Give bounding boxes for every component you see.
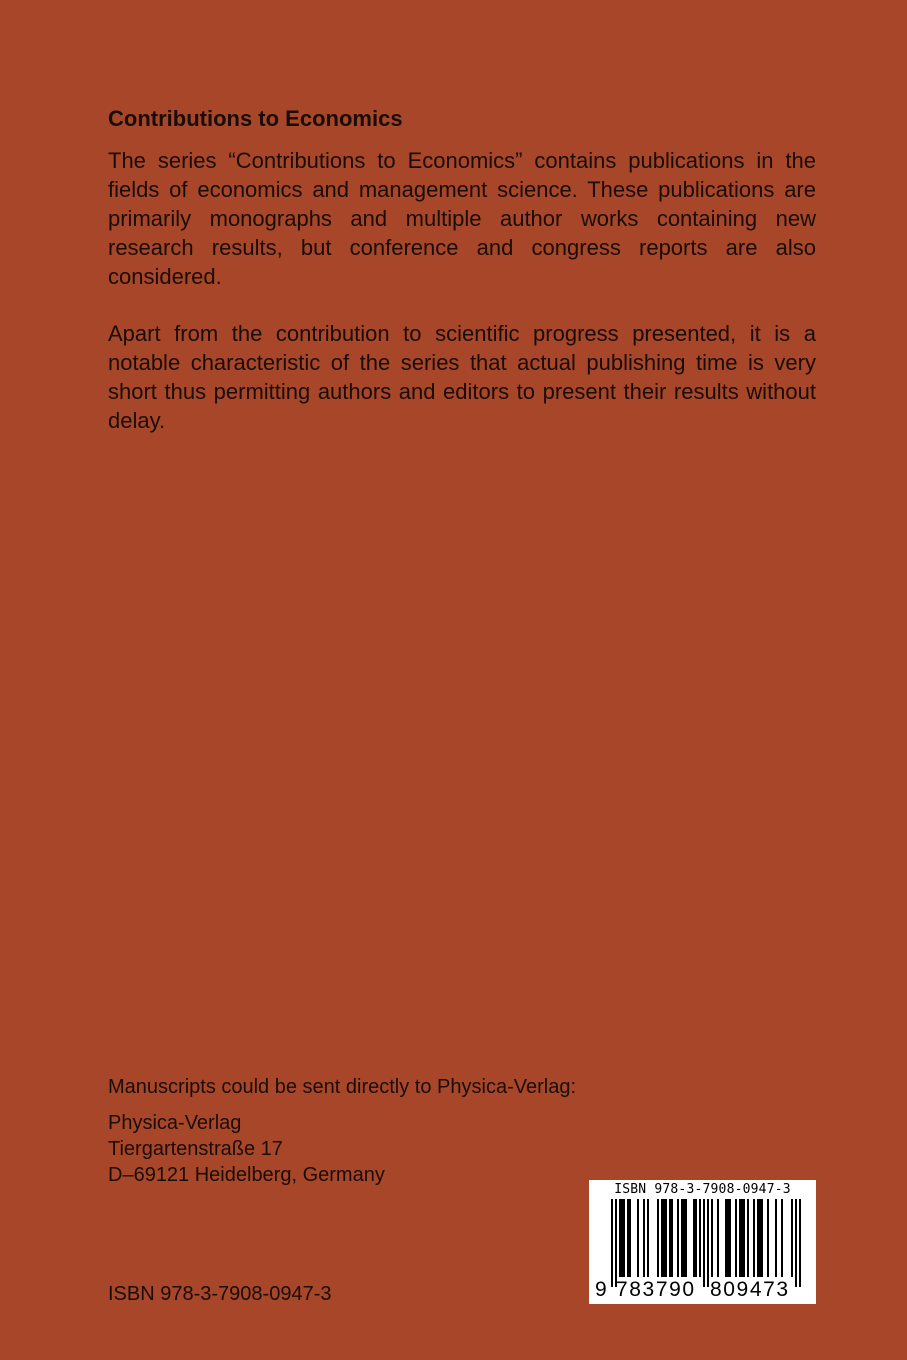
- barcode-bar: [623, 1199, 625, 1277]
- barcode-bar: [677, 1199, 679, 1277]
- barcode-bar: [767, 1199, 769, 1277]
- barcode-bar: [619, 1199, 621, 1277]
- barcode-guard-bar: [799, 1199, 801, 1287]
- barcode-first-digit: 9: [595, 1278, 607, 1301]
- barcode-guard-bar: [611, 1199, 613, 1287]
- publisher-address: [108, 1110, 385, 1188]
- barcode-bar: [725, 1199, 727, 1277]
- barcode-bar: [643, 1199, 645, 1277]
- barcode-bar: [743, 1199, 745, 1277]
- address-line-street: Tiergartenstraße 17: [108, 1138, 283, 1160]
- barcode-guard-bar: [795, 1199, 797, 1287]
- barcode-bar: [753, 1199, 755, 1277]
- barcode-isbn-label: ISBN 978-3-7908-0947-3: [614, 1182, 791, 1197]
- address-line-publisher: Physica-Verlag: [108, 1112, 242, 1134]
- barcode-guard-bar: [615, 1199, 617, 1287]
- barcode-bar: [647, 1199, 649, 1277]
- barcode-bar: [693, 1199, 695, 1277]
- barcode-bar: [717, 1199, 719, 1277]
- barcode-bar: [699, 1199, 701, 1277]
- series-characteristic: Apart from the contribution to scientific progress presented, it is a notable characteristic of the series that actual publishing time is very short thus permitting authors and editors to present their results without delay.: [108, 321, 816, 433]
- barcode-left-group: 783790: [616, 1278, 696, 1301]
- barcode-bar: [711, 1199, 713, 1277]
- barcode-bar: [695, 1199, 697, 1277]
- barcode-bar: [729, 1199, 731, 1277]
- barcode-digits: [589, 1278, 816, 1300]
- barcode-bar: [741, 1199, 743, 1277]
- barcode-bar: [621, 1199, 623, 1277]
- barcode-bar: [761, 1199, 763, 1277]
- isbn-number: ISBN 978-3-7908-0947-3: [108, 1283, 332, 1305]
- barcode-bar: [781, 1199, 783, 1277]
- barcode-bar: [627, 1199, 629, 1277]
- barcode-bar: [661, 1199, 663, 1277]
- barcode-guard-bar: [707, 1199, 709, 1287]
- barcode-bar: [669, 1199, 671, 1277]
- manuscript-instructions: Manuscripts could be sent directly to Physica-Verlag:: [108, 1076, 576, 1098]
- barcode-bar: [685, 1199, 687, 1277]
- barcode-bar: [683, 1199, 685, 1277]
- barcode-bar: [665, 1199, 667, 1277]
- barcode-bar: [775, 1199, 777, 1277]
- barcode-bar: [747, 1199, 749, 1277]
- barcode-bar: [757, 1199, 759, 1277]
- barcode-bar: [727, 1199, 729, 1277]
- barcode-bar: [663, 1199, 665, 1277]
- barcode-right-group: 809473: [710, 1278, 790, 1301]
- barcode-bar: [637, 1199, 639, 1277]
- series-description: The series “Contributions to Economics” contains publications in the fields of economics and management science. These publications are primarily monographs and multiple author works containing new research results, but conference and congress reports are also considered.: [108, 148, 816, 289]
- series-title: Contributions to Economics: [108, 106, 403, 131]
- barcode-guard-bar: [703, 1199, 705, 1287]
- barcode-bar: [629, 1199, 631, 1277]
- barcode-bar: [739, 1199, 741, 1277]
- barcode-bar: [791, 1199, 793, 1277]
- address-line-city: D–69121 Heidelberg, Germany: [108, 1164, 385, 1186]
- barcode-bar: [657, 1199, 659, 1277]
- barcode-bar: [671, 1199, 673, 1277]
- isbn-barcode: [589, 1180, 816, 1304]
- barcode-bar: [759, 1199, 761, 1277]
- barcode-bar: [735, 1199, 737, 1277]
- barcode-bar: [681, 1199, 683, 1277]
